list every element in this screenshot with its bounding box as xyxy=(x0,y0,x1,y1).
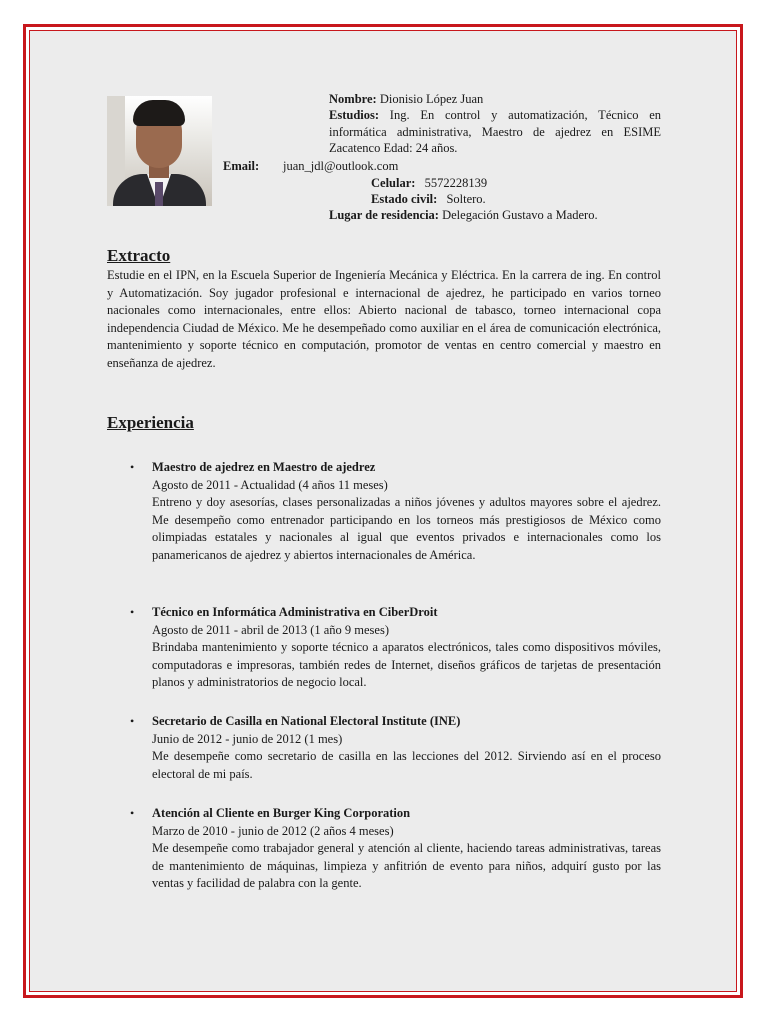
residence-row xyxy=(329,207,598,223)
job-period: Agosto de 2011 - abril de 2013 (1 año 9 meses) xyxy=(152,622,389,637)
job-description: Me desempeñe como secretario de casilla en las lecciones del 2012. Sirviendo así en el proceso electoral de mi país. xyxy=(152,749,661,781)
profile-block xyxy=(329,91,661,156)
job-period: Marzo de 2010 - junio de 2012 (2 años 4 meses) xyxy=(152,823,394,838)
email-label: Email: xyxy=(223,159,260,173)
residence-label: Lugar de residencia: xyxy=(329,208,439,222)
summary-text: Estudie en el IPN, en la Escuela Superior de Ingeniería Mecánica y Eléctrica. En la carrera de ing. En control y Automatización. Soy jugador profesional e internacional de ajedrez, he participado en varios torneo nacionales como internacionales, entre ellos: Abierto nacional de tabasco, torneo internacional copa independencia Ciudad de México. Me he desempeñado como auxiliar en el área de comunicación electrónica, mantenimiento y soporte técnico en computación, promotor de ventas en centro comercial y maestro en enseñanza de ajedrez. xyxy=(107,268,661,370)
job-description: Me desempeñe como trabajador general y atención al cliente, haciendo tareas administrativas, tareas de mantenimiento de máquinas, limpieza y anfitrión de evento para niños, adquirí gusto por las ventas y facilidad de palabra con la gente. xyxy=(152,841,661,891)
email-row xyxy=(223,158,259,174)
job-description: Entreno y doy asesorías, clases personalizadas a niños jóvenes y adultos mayores sobre el ajedrez. Me desempeño como entrenador participando en los torneos más prestigiosos de México como olimpiadas estatales y nacionales al igual que eventos privados e internacionales como los panamericanos de ajedrez y abiertos internacionales de América. xyxy=(152,495,661,562)
profile-photo xyxy=(107,96,212,206)
email-value: juan_jdl@outlook.com xyxy=(283,159,399,173)
phone-row xyxy=(371,175,487,191)
phone-label: Celular: xyxy=(371,176,416,190)
job-title: Técnico en Informática Administrativa en CiberDroit xyxy=(152,605,438,619)
bullet-icon: • xyxy=(130,714,135,728)
studies-value: Ing. En control y automatización, Técnico en informática administrativa, Maestro de ajedrez en ESIME Zacatenco xyxy=(329,108,661,155)
job-title: Maestro de ajedrez en Maestro de ajedrez xyxy=(152,460,376,474)
bullet-icon: • xyxy=(130,806,135,820)
studies-label: Estudios: xyxy=(329,108,380,123)
experience-heading: Experiencia xyxy=(107,413,194,432)
name-label: Nombre: xyxy=(329,92,377,106)
civil-row xyxy=(371,191,486,207)
age-value: Edad: 24 años. xyxy=(383,140,458,155)
name-value: Dionisio López Juan xyxy=(379,92,484,106)
job-title: Atención al Cliente en Burger King Corporation xyxy=(152,806,411,820)
bullet-icon: • xyxy=(130,605,135,619)
job-title: Secretario de Casilla en National Electoral Institute (INE) xyxy=(152,714,461,728)
job-description: Brindaba mantenimiento y soporte técnico a aparatos electrónicos, tales como dispositivos móviles, computadoras e impresoras, también redes de Internet, diseños gráficos de tarjetas de presentación planos y administratorios de negocio local. xyxy=(152,640,661,690)
summary-heading: Extracto xyxy=(107,246,171,265)
civil-label: Estado civil: xyxy=(371,192,438,206)
residence-value: Delegación Gustavo a Madero. xyxy=(442,208,598,222)
job-period: Junio de 2012 - junio de 2012 (1 mes) xyxy=(152,731,343,746)
phone-value: 5572228139 xyxy=(424,176,488,190)
civil-value: Soltero. xyxy=(446,192,486,206)
bullet-icon: • xyxy=(130,460,135,474)
job-period: Agosto de 2011 - Actualidad (4 años 11 meses) xyxy=(152,477,388,492)
